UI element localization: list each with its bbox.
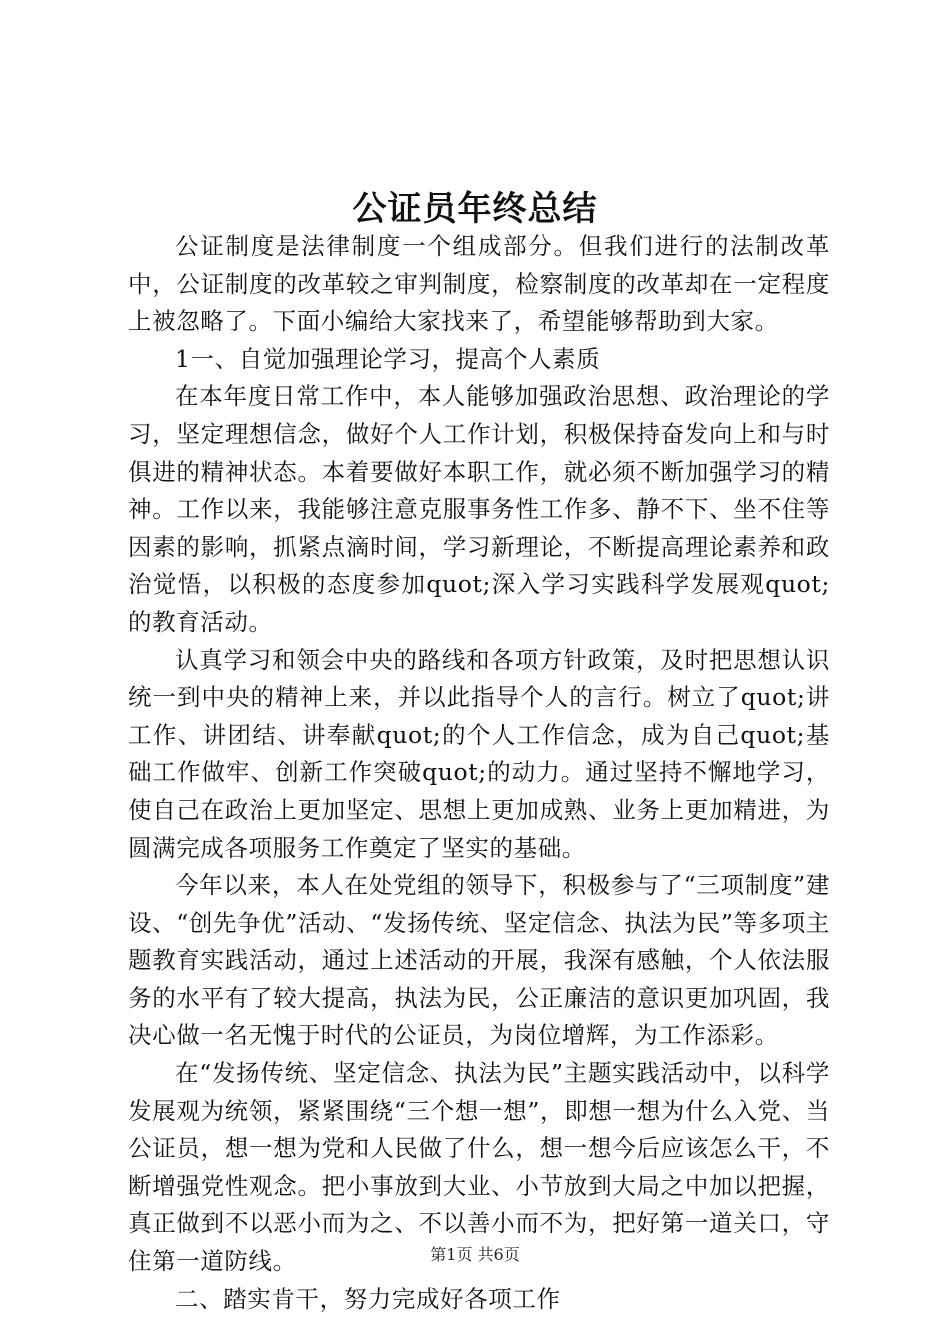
page-number-footer: 第1页 共6页: [430, 1245, 520, 1264]
paragraph-activities: 今年以来，本人在处党组的领导下，积极参与了“三项制度”建设、“创先争优”活动、“发扬传统、坚定信念、执法为民”等多项主题教育实践活动，通过上述活动的开展，我深有感触，个人依法服务的水平有了较大提高，执法为民，公正廉洁的意识更加巩固，我决心做一名无愧于时代的公证员，为岗位增辉，为工作添彩。: [128, 871, 830, 1050]
document-title: 公证员年终总结: [352, 189, 598, 229]
paragraph-intro: 公证制度是法律制度一个组成部分。但我们进行的法制改革中，公证制度的改革较之审判制度，检察制度的改革却在一定程度上被忽略了。下面小编给大家找来了，希望能够帮助到大家。: [128, 232, 830, 336]
paragraph-practice: 在“发扬传统、坚定信念、执法为民”主题实践活动中，以科学发展观为统领，紧紧围绕“三个想一想”，即想一想为什么入党、当公证员，想一想为党和人民做了什么，想一想今后应该怎么干，不断增强党性观念。把小事放到大业、小节放到大局之中加以把握，真正做到不以恶小而为之、不以善小而不为，把好第一道关口，守住第一道防线。: [128, 1059, 830, 1276]
section-heading-1: 1一、自觉加强理论学习，提高个人素质: [175, 344, 601, 373]
paragraph-policy: 认真学习和领会中央的路线和各项方针政策，及时把思想认识统一到中央的精神上来，并以此指导个人的言行。树立了quot;讲工作、讲团结、讲奉献quot;的个人工作信念，成为自己quot;基础工作做牢、创新工作突破quot;的动力。通过坚持不懈地学习，使自己在政治上更加坚定、思想上更加成熟、业务上更加精进，为圆满完成各项服务工作奠定了坚实的基础。: [128, 645, 830, 862]
document-body: [128, 228, 830, 1318]
section-heading-2: 二、踏实肯干，努力完成好各项工作: [175, 1284, 561, 1313]
paragraph-study: 在本年度日常工作中，本人能够加强政治思想、政治理论的学习，坚定理想信念，做好个人工作计划，积极保持奋发向上和与时俱进的精神状态。本着要做好本职工作，就必须不断加强学习的精神。工作以来，我能够注意克服事务性工作多、静不下、坐不住等因素的影响，抓紧点滴时间，学习新理论，不断提高理论素养和政治觉悟，以积极的态度参加quot;深入学习实践科学发展观quot;的教育活动。: [128, 382, 830, 636]
